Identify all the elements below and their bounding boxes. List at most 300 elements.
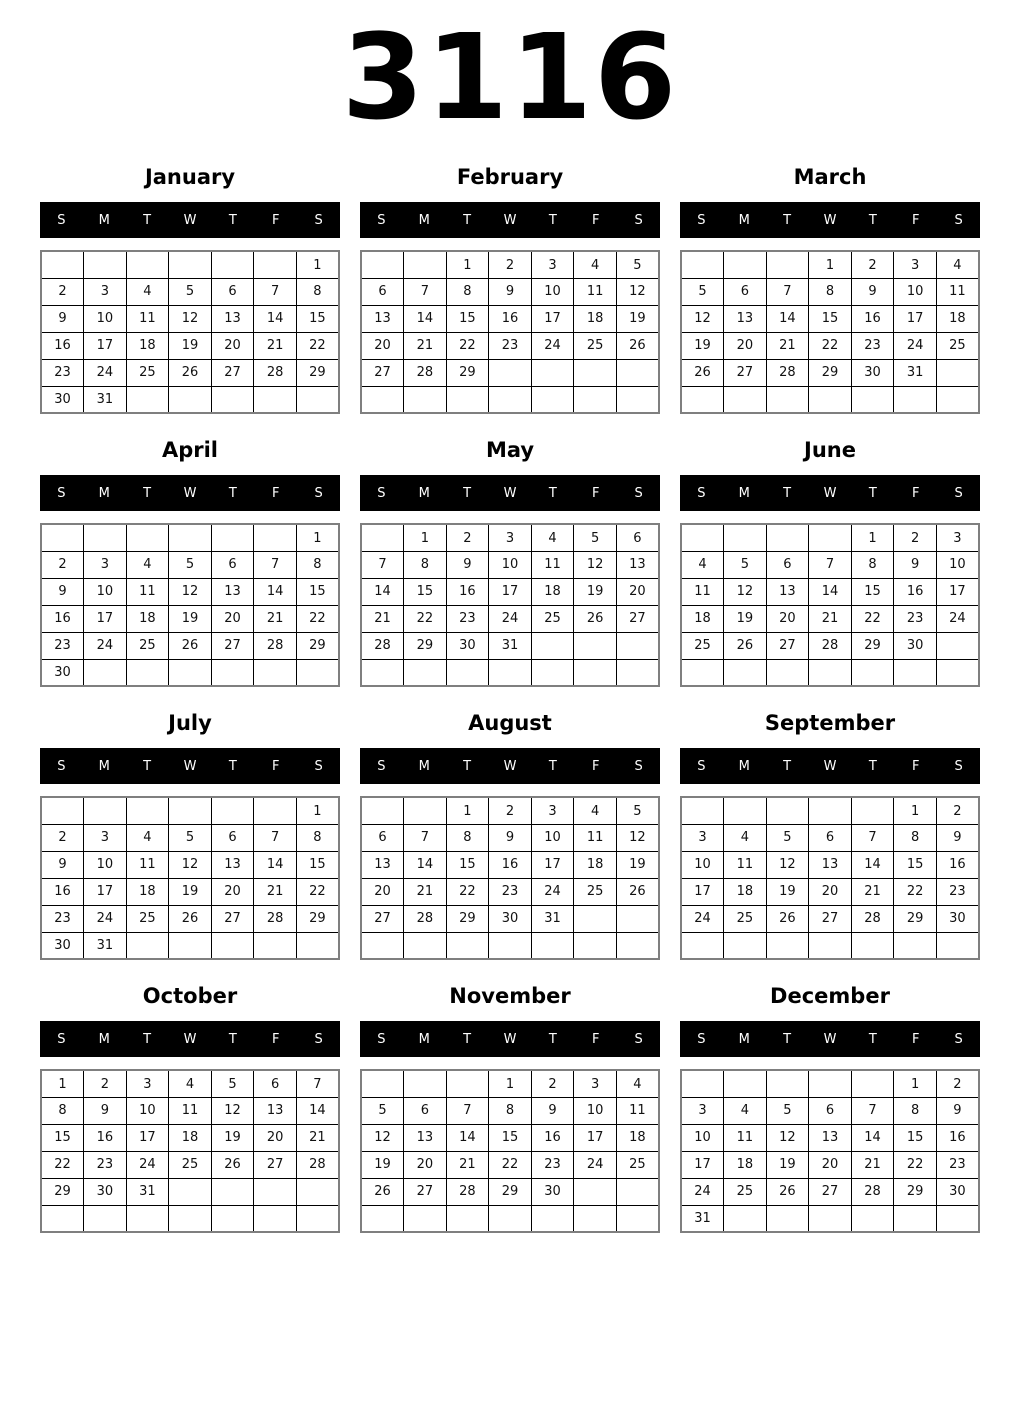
day-cell: 26 <box>681 359 724 386</box>
empty-day-cell <box>574 1205 617 1232</box>
month-block <box>680 438 980 687</box>
day-cell: 16 <box>41 878 84 905</box>
day-cell: 12 <box>766 851 809 878</box>
week-row <box>41 578 339 605</box>
day-cell: 19 <box>169 605 212 632</box>
weekday-label: F <box>911 212 920 228</box>
day-cell: 4 <box>126 278 169 305</box>
empty-day-cell <box>809 1070 852 1097</box>
day-cell: 11 <box>126 305 169 332</box>
day-cell: 9 <box>489 278 532 305</box>
empty-day-cell <box>296 386 339 413</box>
day-cell: 23 <box>851 332 894 359</box>
empty-day-cell <box>361 1070 404 1097</box>
day-cell: 21 <box>254 332 297 359</box>
day-cell: 22 <box>296 605 339 632</box>
empty-day-cell <box>254 1205 297 1232</box>
weekday-label: W <box>183 1031 197 1047</box>
weekday-label: S <box>697 212 706 228</box>
day-cell: 14 <box>809 578 852 605</box>
day-cell: 20 <box>211 332 254 359</box>
weekday-label: T <box>868 212 877 228</box>
weekday-label: M <box>98 758 110 774</box>
week-row <box>681 1151 979 1178</box>
day-cell: 23 <box>489 332 532 359</box>
day-cell: 18 <box>936 305 979 332</box>
day-cell: 21 <box>404 332 447 359</box>
weekday-label: F <box>271 485 280 501</box>
day-cell: 5 <box>616 251 659 278</box>
weekday-label: W <box>183 212 197 228</box>
day-cell: 14 <box>446 1124 489 1151</box>
weekday-label: S <box>634 758 643 774</box>
day-cell: 16 <box>531 1124 574 1151</box>
day-cell: 24 <box>574 1151 617 1178</box>
day-cell: 27 <box>211 905 254 932</box>
week-row <box>361 359 659 386</box>
day-cell: 26 <box>211 1151 254 1178</box>
day-cell: 12 <box>361 1124 404 1151</box>
month-block <box>360 165 660 414</box>
day-cell: 14 <box>254 305 297 332</box>
week-row <box>361 797 659 824</box>
day-cell: 7 <box>254 551 297 578</box>
day-cell: 2 <box>446 524 489 551</box>
day-cell: 11 <box>531 551 574 578</box>
month-title: March <box>793 165 867 190</box>
day-cell: 28 <box>254 632 297 659</box>
month-day-grid <box>40 523 340 687</box>
day-cell: 29 <box>404 632 447 659</box>
day-cell: 5 <box>681 278 724 305</box>
month-title: November <box>449 984 571 1009</box>
day-cell: 16 <box>84 1124 127 1151</box>
empty-day-cell <box>489 932 532 959</box>
month-day-grid <box>680 796 980 960</box>
empty-day-cell <box>361 659 404 686</box>
weekday-label: F <box>271 758 280 774</box>
day-cell: 26 <box>169 359 212 386</box>
day-cell: 13 <box>211 305 254 332</box>
empty-day-cell <box>169 659 212 686</box>
day-cell: 8 <box>809 278 852 305</box>
weekday-label: M <box>738 758 750 774</box>
day-cell: 17 <box>681 878 724 905</box>
day-cell: 27 <box>254 1151 297 1178</box>
weekday-label: T <box>548 485 557 501</box>
day-cell: 20 <box>211 605 254 632</box>
day-cell: 11 <box>574 278 617 305</box>
empty-day-cell <box>766 797 809 824</box>
weekday-label: T <box>463 485 472 501</box>
day-cell: 2 <box>936 797 979 824</box>
day-cell: 27 <box>211 632 254 659</box>
weekday-label: T <box>143 1031 152 1047</box>
empty-day-cell <box>724 932 767 959</box>
day-cell: 2 <box>41 551 84 578</box>
weekday-label: T <box>228 212 237 228</box>
day-cell: 23 <box>489 878 532 905</box>
empty-day-cell <box>126 1205 169 1232</box>
day-cell: 13 <box>404 1124 447 1151</box>
day-cell: 1 <box>41 1070 84 1097</box>
day-cell: 18 <box>169 1124 212 1151</box>
day-cell: 17 <box>936 578 979 605</box>
day-cell: 3 <box>681 824 724 851</box>
day-cell: 29 <box>894 905 937 932</box>
day-cell: 15 <box>404 578 447 605</box>
month-block <box>680 711 980 960</box>
day-cell: 2 <box>936 1070 979 1097</box>
empty-day-cell <box>169 524 212 551</box>
weekday-label: T <box>868 758 877 774</box>
day-cell: 16 <box>489 851 532 878</box>
week-row <box>681 278 979 305</box>
day-cell: 28 <box>851 905 894 932</box>
day-cell: 15 <box>296 851 339 878</box>
day-cell: 20 <box>254 1124 297 1151</box>
day-cell: 16 <box>936 851 979 878</box>
day-cell: 21 <box>254 878 297 905</box>
day-cell: 7 <box>254 278 297 305</box>
day-cell: 18 <box>126 605 169 632</box>
month-title: December <box>770 984 890 1009</box>
empty-day-cell <box>851 1205 894 1232</box>
week-row <box>681 386 979 413</box>
weekday-label: T <box>463 212 472 228</box>
day-cell: 23 <box>41 359 84 386</box>
day-cell: 9 <box>41 305 84 332</box>
day-cell: 29 <box>296 632 339 659</box>
day-cell: 13 <box>254 1097 297 1124</box>
day-cell: 6 <box>254 1070 297 1097</box>
day-cell: 23 <box>41 905 84 932</box>
empty-day-cell <box>681 797 724 824</box>
day-cell: 22 <box>296 878 339 905</box>
empty-day-cell <box>724 1070 767 1097</box>
week-row <box>41 551 339 578</box>
week-row <box>681 878 979 905</box>
day-cell: 15 <box>446 851 489 878</box>
day-cell: 15 <box>894 851 937 878</box>
empty-day-cell <box>446 386 489 413</box>
weekday-label: F <box>591 758 600 774</box>
weekday-label: F <box>591 212 600 228</box>
empty-day-cell <box>574 932 617 959</box>
day-cell: 6 <box>809 1097 852 1124</box>
empty-day-cell <box>126 932 169 959</box>
day-cell: 4 <box>126 824 169 851</box>
day-cell: 14 <box>254 578 297 605</box>
day-cell: 10 <box>531 278 574 305</box>
day-cell: 30 <box>531 1178 574 1205</box>
day-cell: 13 <box>809 1124 852 1151</box>
day-cell: 20 <box>809 1151 852 1178</box>
day-cell: 14 <box>766 305 809 332</box>
month-block <box>680 984 980 1233</box>
day-cell: 9 <box>41 851 84 878</box>
empty-day-cell <box>531 632 574 659</box>
day-cell: 3 <box>126 1070 169 1097</box>
empty-day-cell <box>211 797 254 824</box>
weekday-label: S <box>697 485 706 501</box>
week-row <box>41 332 339 359</box>
day-cell: 22 <box>296 332 339 359</box>
day-cell: 21 <box>766 332 809 359</box>
day-cell: 17 <box>84 332 127 359</box>
empty-day-cell <box>404 1070 447 1097</box>
day-cell: 2 <box>894 524 937 551</box>
day-cell: 12 <box>169 305 212 332</box>
empty-day-cell <box>489 1205 532 1232</box>
week-row <box>361 578 659 605</box>
day-cell: 4 <box>531 524 574 551</box>
week-row <box>361 605 659 632</box>
week-row <box>681 251 979 278</box>
day-cell: 18 <box>724 878 767 905</box>
day-cell: 1 <box>809 251 852 278</box>
day-cell: 1 <box>489 1070 532 1097</box>
weekday-label: S <box>57 758 66 774</box>
day-cell: 1 <box>296 797 339 824</box>
day-cell: 27 <box>361 359 404 386</box>
day-cell: 2 <box>84 1070 127 1097</box>
weekday-label: T <box>783 1031 792 1047</box>
month-day-grid <box>40 796 340 960</box>
day-cell: 24 <box>531 332 574 359</box>
day-cell: 20 <box>766 605 809 632</box>
month-title: May <box>485 438 535 463</box>
day-cell: 21 <box>809 605 852 632</box>
empty-day-cell <box>936 1205 979 1232</box>
day-cell: 24 <box>681 905 724 932</box>
day-cell: 26 <box>169 632 212 659</box>
week-row <box>361 878 659 905</box>
weekday-header <box>680 475 980 511</box>
empty-day-cell <box>296 932 339 959</box>
day-cell: 9 <box>446 551 489 578</box>
weekday-label: T <box>228 485 237 501</box>
empty-day-cell <box>574 632 617 659</box>
week-row <box>361 1124 659 1151</box>
week-row <box>681 1097 979 1124</box>
day-cell: 7 <box>851 824 894 851</box>
week-row <box>41 251 339 278</box>
weekday-label: T <box>548 758 557 774</box>
day-cell: 14 <box>404 305 447 332</box>
week-row <box>681 851 979 878</box>
week-row <box>41 797 339 824</box>
empty-day-cell <box>616 659 659 686</box>
day-cell: 17 <box>531 305 574 332</box>
day-cell: 20 <box>211 878 254 905</box>
day-cell: 9 <box>936 1097 979 1124</box>
empty-day-cell <box>766 932 809 959</box>
day-cell: 19 <box>169 332 212 359</box>
day-cell: 20 <box>616 578 659 605</box>
empty-day-cell <box>809 797 852 824</box>
day-cell: 6 <box>809 824 852 851</box>
day-cell: 26 <box>724 632 767 659</box>
day-cell: 28 <box>851 1178 894 1205</box>
day-cell: 28 <box>809 632 852 659</box>
week-row <box>361 251 659 278</box>
day-cell: 11 <box>169 1097 212 1124</box>
day-cell: 13 <box>211 851 254 878</box>
empty-day-cell <box>254 797 297 824</box>
day-cell: 9 <box>936 824 979 851</box>
empty-day-cell <box>361 797 404 824</box>
day-cell: 21 <box>851 878 894 905</box>
weekday-label: M <box>418 1031 430 1047</box>
weekday-label: T <box>868 485 877 501</box>
empty-day-cell <box>531 386 574 413</box>
weekday-label: W <box>503 758 517 774</box>
day-cell: 29 <box>894 1178 937 1205</box>
day-cell: 6 <box>211 824 254 851</box>
day-cell: 8 <box>296 551 339 578</box>
empty-day-cell <box>211 659 254 686</box>
day-cell: 30 <box>446 632 489 659</box>
weekday-label: W <box>823 485 837 501</box>
empty-day-cell <box>681 524 724 551</box>
day-cell: 10 <box>936 551 979 578</box>
empty-day-cell <box>766 1205 809 1232</box>
week-row <box>361 851 659 878</box>
day-cell: 26 <box>766 1178 809 1205</box>
weekday-label: T <box>463 1031 472 1047</box>
day-cell: 11 <box>724 851 767 878</box>
day-cell: 28 <box>446 1178 489 1205</box>
day-cell: 28 <box>361 632 404 659</box>
day-cell: 27 <box>766 632 809 659</box>
day-cell: 27 <box>724 359 767 386</box>
day-cell: 13 <box>724 305 767 332</box>
empty-day-cell <box>126 797 169 824</box>
day-cell: 10 <box>84 851 127 878</box>
empty-day-cell <box>169 386 212 413</box>
empty-day-cell <box>489 659 532 686</box>
weekday-label: T <box>548 212 557 228</box>
empty-day-cell <box>211 251 254 278</box>
empty-day-cell <box>809 524 852 551</box>
empty-day-cell <box>446 1205 489 1232</box>
day-cell: 7 <box>296 1070 339 1097</box>
empty-day-cell <box>724 659 767 686</box>
day-cell: 11 <box>681 578 724 605</box>
day-cell: 27 <box>809 1178 852 1205</box>
empty-day-cell <box>681 659 724 686</box>
day-cell: 30 <box>489 905 532 932</box>
day-cell: 31 <box>681 1205 724 1232</box>
day-cell: 7 <box>404 278 447 305</box>
month-block <box>680 165 980 414</box>
day-cell: 14 <box>851 1124 894 1151</box>
empty-day-cell <box>681 251 724 278</box>
empty-day-cell <box>404 659 447 686</box>
day-cell: 19 <box>169 878 212 905</box>
day-cell: 4 <box>169 1070 212 1097</box>
month-block <box>40 711 340 960</box>
week-row <box>681 905 979 932</box>
empty-day-cell <box>851 386 894 413</box>
day-cell: 6 <box>724 278 767 305</box>
empty-day-cell <box>724 251 767 278</box>
empty-day-cell <box>616 905 659 932</box>
weekday-label: F <box>911 1031 920 1047</box>
day-cell: 5 <box>169 824 212 851</box>
day-cell: 8 <box>894 824 937 851</box>
week-row <box>361 278 659 305</box>
day-cell: 18 <box>574 305 617 332</box>
empty-day-cell <box>169 797 212 824</box>
week-row <box>361 659 659 686</box>
empty-day-cell <box>169 251 212 278</box>
month-day-grid <box>680 250 980 414</box>
day-cell: 5 <box>766 1097 809 1124</box>
weekday-label: M <box>418 758 430 774</box>
empty-day-cell <box>296 1205 339 1232</box>
weekday-label: S <box>314 758 323 774</box>
empty-day-cell <box>41 524 84 551</box>
day-cell: 23 <box>936 1151 979 1178</box>
month-day-grid <box>360 250 660 414</box>
day-cell: 5 <box>169 278 212 305</box>
week-row <box>361 1070 659 1097</box>
day-cell: 8 <box>851 551 894 578</box>
empty-day-cell <box>296 1178 339 1205</box>
day-cell: 5 <box>361 1097 404 1124</box>
month-title: October <box>142 984 238 1009</box>
empty-day-cell <box>851 1070 894 1097</box>
day-cell: 25 <box>169 1151 212 1178</box>
day-cell: 13 <box>766 578 809 605</box>
day-cell: 22 <box>446 878 489 905</box>
month-day-grid <box>40 1069 340 1233</box>
empty-day-cell <box>724 524 767 551</box>
day-cell: 20 <box>361 878 404 905</box>
day-cell: 1 <box>894 1070 937 1097</box>
empty-day-cell <box>681 1070 724 1097</box>
day-cell: 3 <box>84 278 127 305</box>
day-cell: 16 <box>446 578 489 605</box>
week-row <box>361 905 659 932</box>
week-row <box>41 932 339 959</box>
day-cell: 26 <box>766 905 809 932</box>
day-cell: 8 <box>894 1097 937 1124</box>
week-row <box>681 1205 979 1232</box>
weekday-label: T <box>228 1031 237 1047</box>
weekday-label: F <box>271 212 280 228</box>
weekday-label: S <box>314 485 323 501</box>
weekday-label: S <box>954 758 963 774</box>
day-cell: 15 <box>296 578 339 605</box>
day-cell: 2 <box>41 824 84 851</box>
empty-day-cell <box>361 932 404 959</box>
day-cell: 18 <box>574 851 617 878</box>
day-cell: 19 <box>211 1124 254 1151</box>
month-block <box>360 984 660 1233</box>
day-cell: 12 <box>616 824 659 851</box>
empty-day-cell <box>616 359 659 386</box>
empty-day-cell <box>616 632 659 659</box>
week-row <box>361 305 659 332</box>
day-cell: 21 <box>446 1151 489 1178</box>
day-cell: 18 <box>681 605 724 632</box>
week-row <box>41 1205 339 1232</box>
day-cell: 25 <box>126 632 169 659</box>
day-cell: 23 <box>936 878 979 905</box>
